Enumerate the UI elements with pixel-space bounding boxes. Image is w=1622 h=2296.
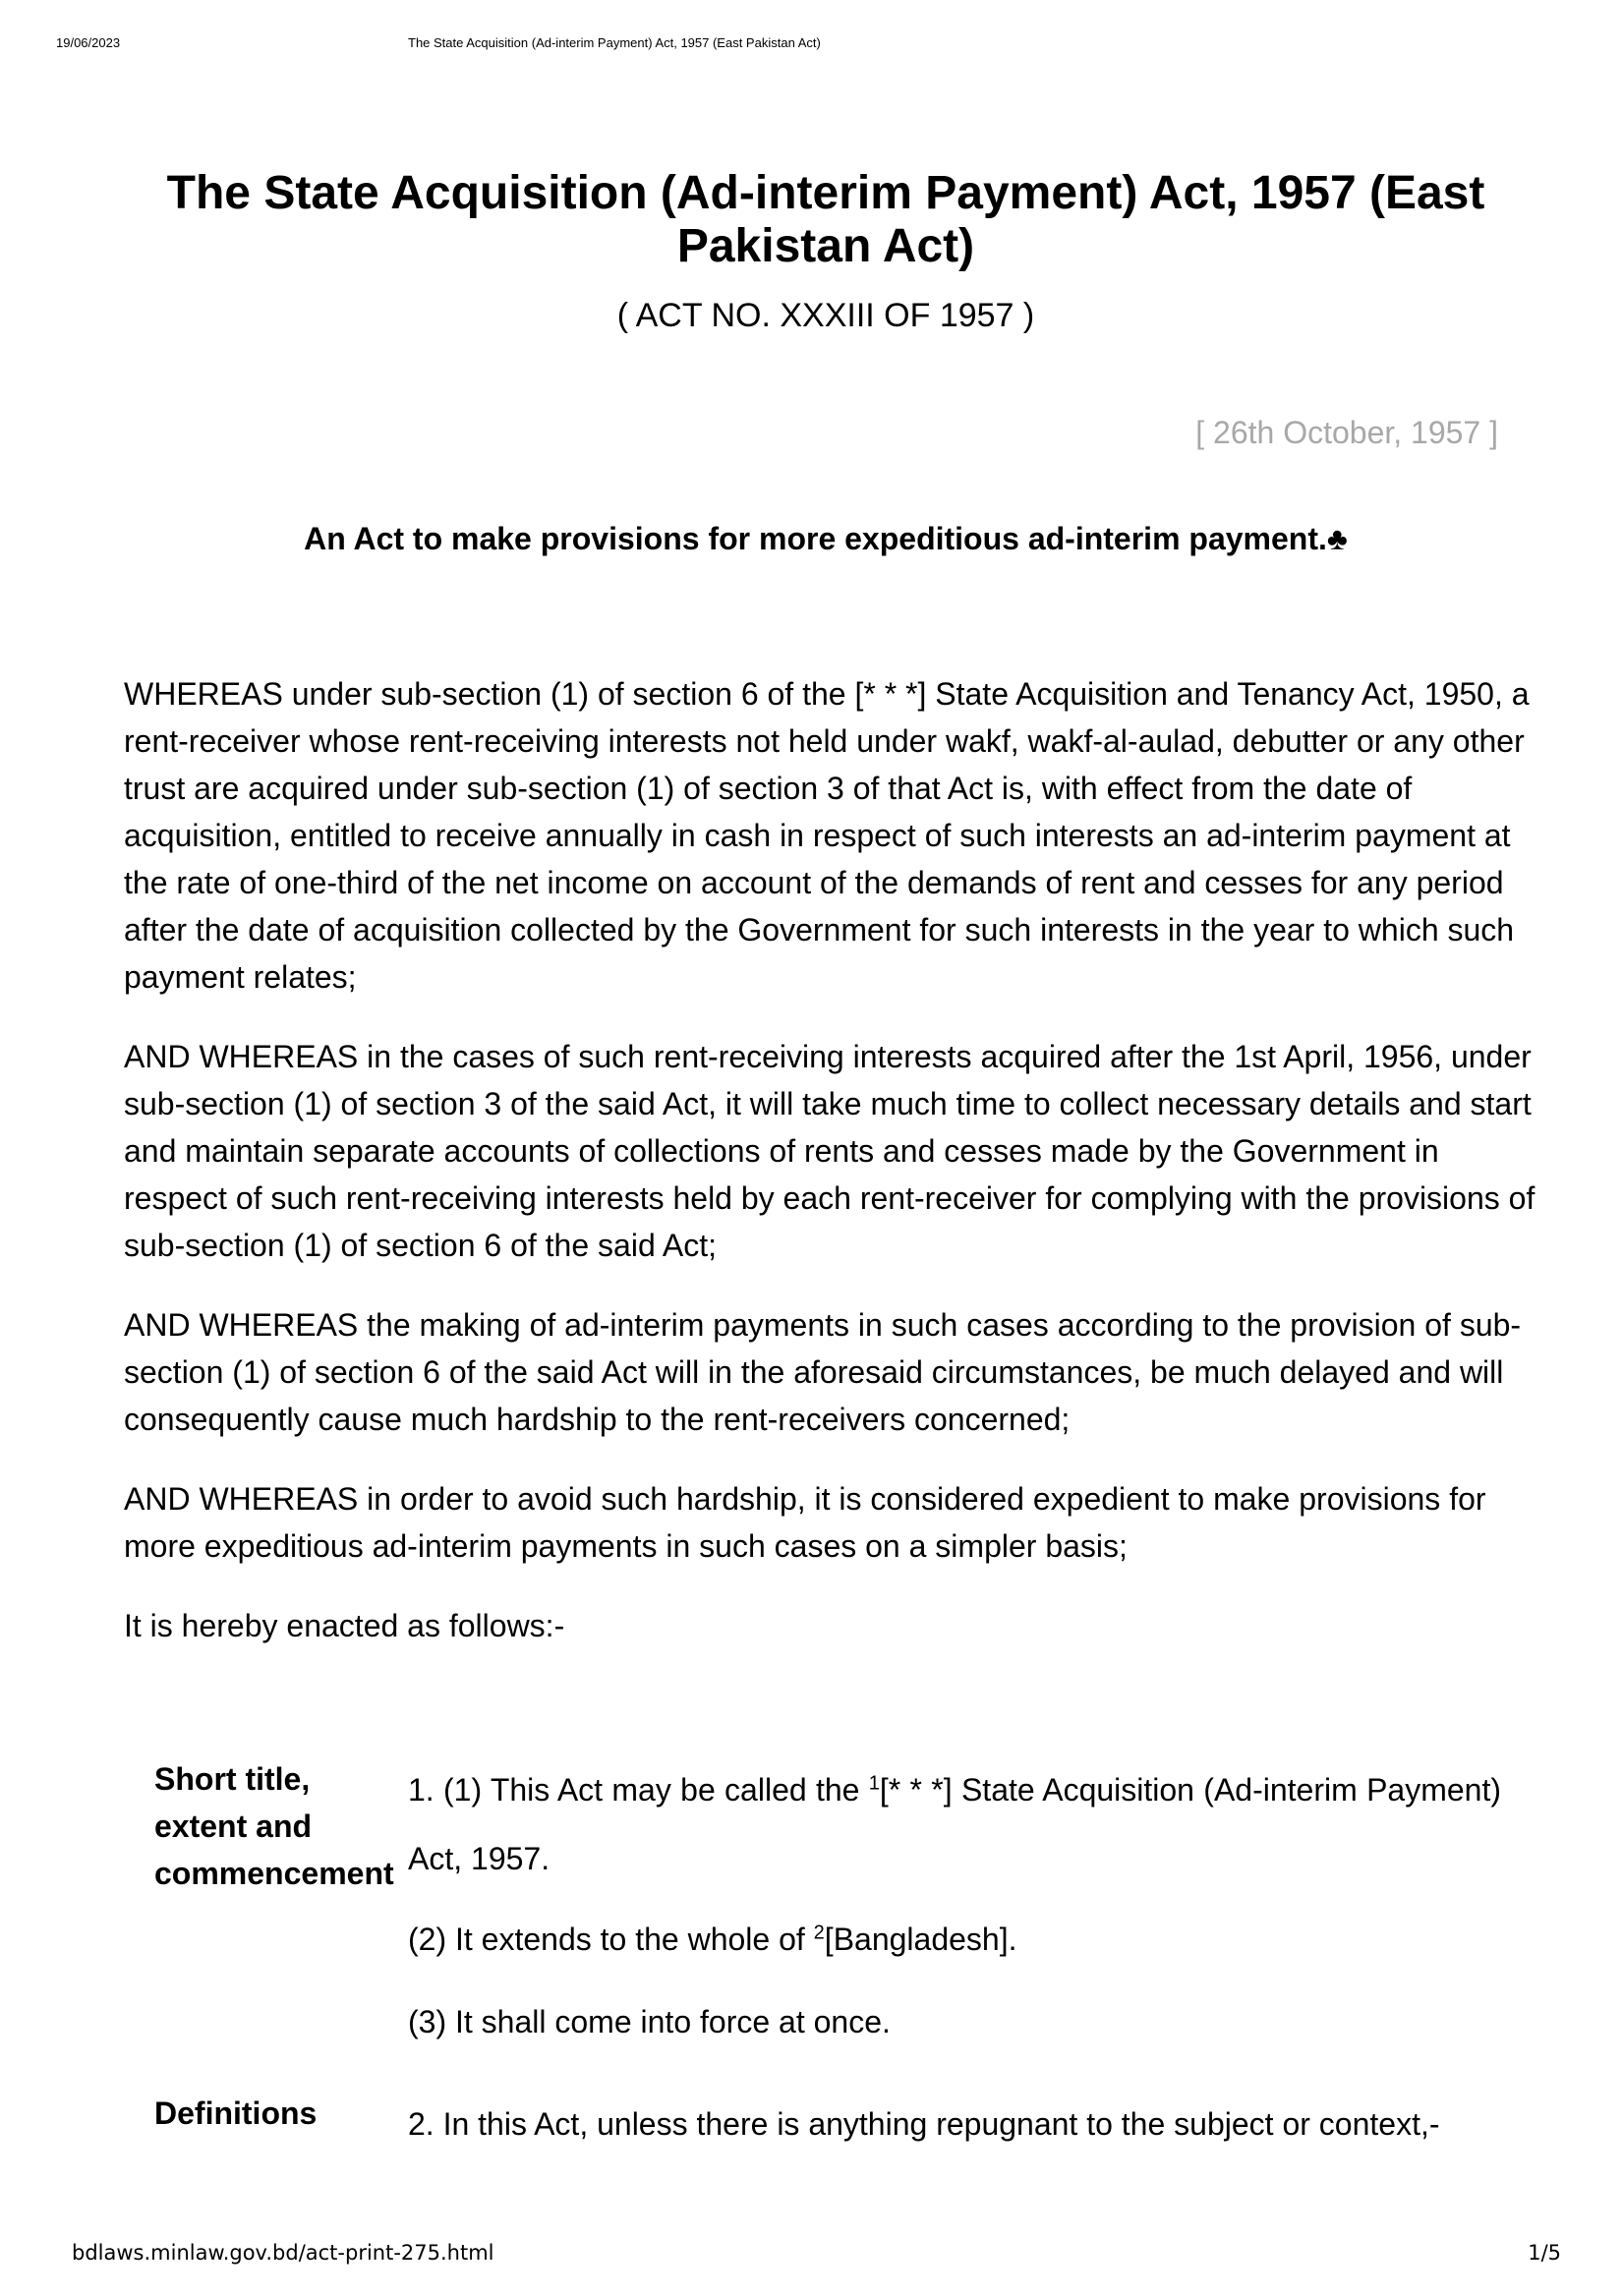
act-preamble: An Act to make provisions for more expeditious ad-interim payment.♣ [304,521,1348,556]
clause-text: [Bangladesh]. [824,1922,1017,1957]
act-number: ( ACT NO. XXXIII OF 1957 ) [616,297,1035,334]
footer-url[interactable]: bdlaws.minlaw.gov.bd/act-print-275.html [72,2241,494,2265]
page-number: 1/5 [1528,2241,1561,2265]
section-1 [154,1755,1501,2090]
footnote-ref-1[interactable]: 1 [868,1772,880,1795]
section-2 [154,2090,1501,2158]
enactment-clause: It is hereby enacted as follows:- [124,1608,565,1643]
print-header-title: The State Acquisition (Ad-interim Payment) Act, 1957 (East Pakistan Act) [408,35,821,50]
section-2-clause-1: 2. In this Act, unless there is anything repugnant to the subject or context,- [408,2106,1440,2142]
footnote-ref-2[interactable]: 2 [813,1922,825,1944]
section-1-clause-3: (3) It shall come into force at once. [408,2004,891,2039]
act-title: The State Acquisition (Ad-interim Payment) Act, 1957 (East Pakistan Act) [166,167,1485,272]
clause-text: (2) It extends to the whole of [408,1922,814,1957]
act-body [124,670,1535,1682]
print-date: 19/06/2023 [56,35,121,50]
section-1-clause-2 [408,1905,1501,1974]
clause-text: [* * *] State Acquisition (Ad-interim Payment) Act, 1957. [408,1772,1502,1876]
whereas-paragraph-2: AND WHEREAS in the cases of such rent-receiving interests acquired after the 1st April, 1956, under sub-section (1) of section 3 of the said Act, it will take much time to collect necessary details and start and maintain separate accounts of collections of rents and cesses made by the Government in respect of such rent-receiving interests held by each rent-receiver for complying with the provisions of sub-section (1) of section 6 of the said Act; [124,1039,1535,1263]
act-sections [154,1755,1501,2172]
whereas-paragraph-3: AND WHEREAS the making of ad-interim payments in such cases according to the provision of sub-section (1) of section 6 of the said Act will in the aforesaid circumstances, be much delayed and will consequently cause much hardship to the rent-receivers concerned; [124,1307,1522,1437]
whereas-paragraph-4: AND WHEREAS in order to avoid such hardship, it is considered expedient to make provisions for more expeditious ad-interim payments in such cases on a simpler basis; [124,1481,1486,1564]
whereas-paragraph-1: WHEREAS under sub-section (1) of section 6 of the [* * *] State Acquisition and Tenancy Act, 1950, a rent-receiver whose rent-receiving interests not held under wakf, wakf-al-aulad, debutter or any other trust are acquired under sub-section (1) of section 3 of that Act is, with effect from the date of acquisition, entitled to receive annually in cash in respect of such interests an ad-interim payment at the rate of one-third of the net income on account of the demands of rent and cesses for any period after the date of acquisition collected by the Government for such interests in the year to which such payment relates; [124,676,1530,995]
print-header [56,35,1570,55]
section-heading-definitions: Definitions [154,2095,318,2131]
clause-text: 1. (1) This Act may be called the [408,1772,869,1808]
act-date: [ 26th October, 1957 ] [1195,415,1498,450]
section-heading-short-title: Short title, extent and commencement [154,1761,394,1891]
section-1-clause-1 [408,1755,1501,1893]
section-2-content [408,2090,1501,2158]
section-1-content [408,1755,1501,2056]
